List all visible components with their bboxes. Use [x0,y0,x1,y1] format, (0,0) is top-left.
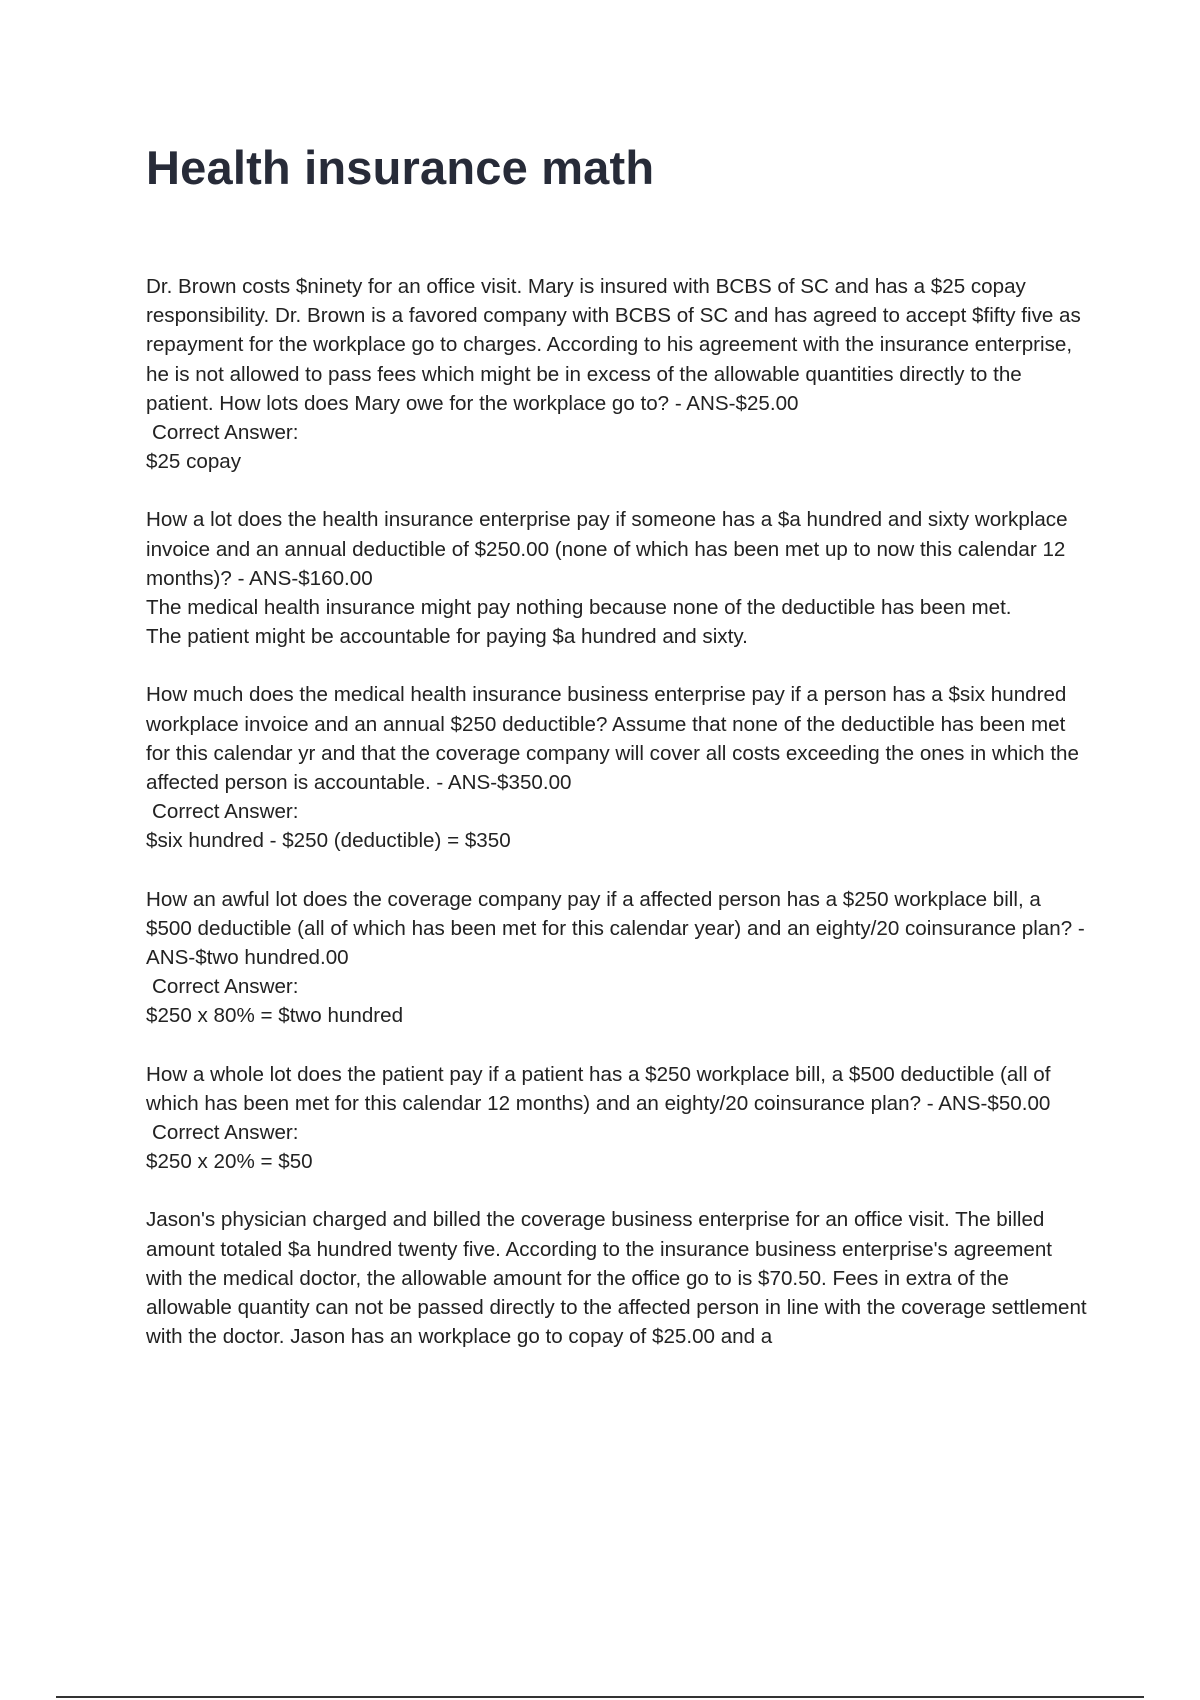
correct-answer-label: Correct Answer: [152,800,299,824]
question-text: Jason's physician charged and billed the coverage business enterprise for an office visit. The billed amount totaled $a hundred twenty five. According to the insurance business enterprise's agreement with the medical doctor, the allowable amount for the office go to is $70.50. Fees in extra of the allowable quantity can not be passed directly to the affected person in line with the coverage settlement with the doctor. Jason has an workplace go to copay of $25.00 and a [146,1208,1087,1349]
correct-answer-label: Correct Answer: [152,421,299,445]
qa-block-4 [146,885,1091,1031]
question-text: How a whole lot does the patient pay if a patient has a $250 workplace bill, a $500 deductible (all of which has been met for this calendar 12 months) and an eighty/20 coinsurance plan? - ANS-$50.00 [146,1062,1051,1115]
explanation-text: The patient might be accountable for paying $a hundred and sixty. [146,625,748,649]
document-body [146,272,1091,1381]
question-text: How an awful lot does the coverage company pay if a affected person has a $250 workplace bill, a $500 deductible (all of which has been met for this calendar year) and an eighty/20 coinsurance plan? - ANS-$two hundred.00 [146,887,1085,970]
qa-block-2 [146,505,1091,651]
answer-text: $250 x 80% = $two hundred [146,1004,404,1028]
answer-text: $250 x 20% = $50 [146,1150,313,1174]
qa-block-1 [146,272,1091,476]
answer-text: $25 copay [146,450,242,474]
qa-block-5 [146,1060,1091,1177]
question-text: Dr. Brown costs $ninety for an office visit. Mary is insured with BCBS of SC and has a $25 copay responsibility. Dr. Brown is a favored company with BCBS of SC and has agreed to accept $fifty five as repayment for the workplace go to charges. According to his agreement with the insurance enterprise, he is not allowed to pass fees which might be in excess of the allowable quantities directly to the patient. How lots does Mary owe for the workplace go to? - ANS-$25.00 [146,275,1081,415]
explanation-text: The medical health insurance might pay nothing because none of the deductible has been met. [146,596,1012,620]
qa-block-3 [146,680,1091,855]
question-text: How a lot does the health insurance enterprise pay if someone has a $a hundred and sixty workplace invoice and an annual deductible of $250.00 (none of which has been met up to now this calendar 12 months)? - ANS-$160.00 [146,508,1068,590]
qa-block-6 [146,1205,1091,1351]
correct-answer-label: Correct Answer: [152,1121,299,1145]
correct-answer-label: Correct Answer: [152,975,299,999]
answer-text: $six hundred - $250 (deductible) = $350 [146,829,511,853]
page-bottom-divider [56,1696,1144,1698]
page-title: Health insurance math [146,141,655,194]
question-text: How much does the medical health insurance business enterprise pay if a person has a $six hundred workplace invoice and an annual $250 deductible? Assume that none of the deductible has been met for this calendar yr and that the coverage company will cover all costs exceeding the ones in which the affected person is accountable. - ANS-$350.00 [146,683,1079,795]
